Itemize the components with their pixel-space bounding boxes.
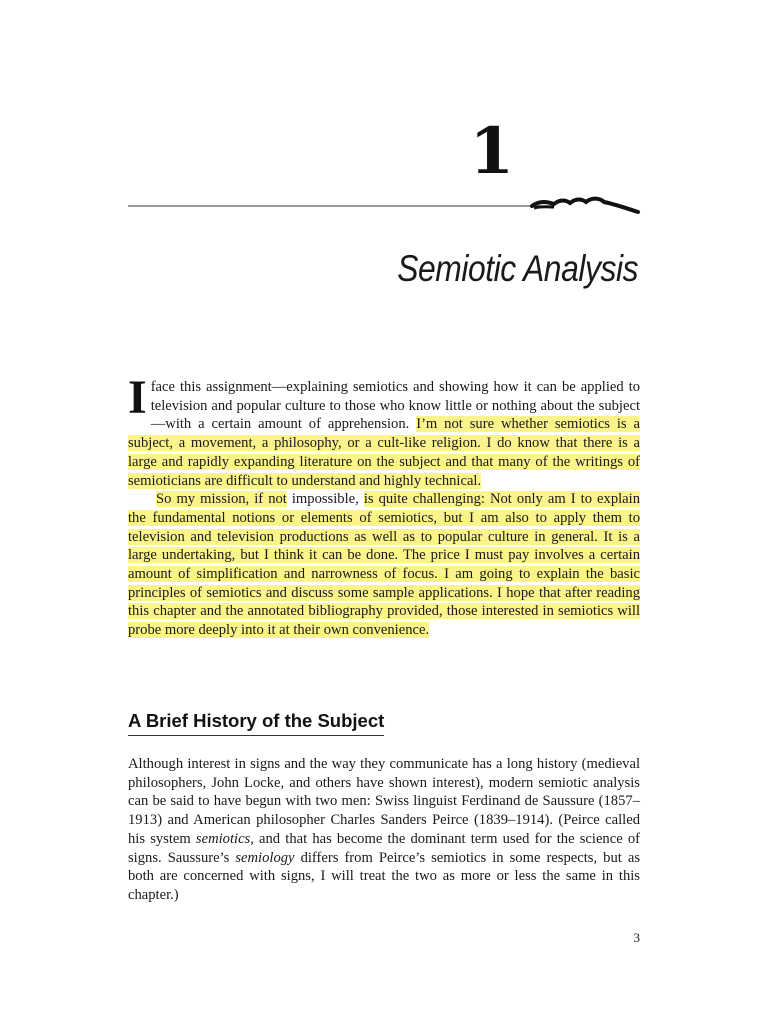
intro-text	[128, 371, 640, 640]
history-emphasis-2: semiology	[235, 849, 295, 866]
chapter-title: Semiotic Analysis	[397, 248, 638, 289]
intro-p2-highlight-a: So my mission, if not	[156, 491, 287, 508]
intro-p2-highlight-b: is quite challenging: Not only am I to explain the fundamental notions or elements of semiotics, but I am also to apply them to television and television productions as well as to popular culture in general. It is a large undertaking, but I think it can be done. The price I must pay involves a certain amount of simplification and narrowness of focus. I am going to explain the basic principles of semiotics and discuss some sample applications. I hope that after reading this chapter and the annotated bibliography provided, those interested in semiotics will probe more deeply into it at their own convenience.	[128, 491, 640, 639]
chapter-rule	[128, 205, 540, 207]
chapter-number: 1	[469, 114, 514, 189]
flourish-icon	[530, 190, 642, 220]
intro-paragraph-1	[128, 371, 640, 490]
history-text-3: differs from Peirce’s semiotics in some respects, but as both are concerned with signs, I will treat the two as more or less the same in this chapter.)	[128, 849, 640, 903]
history-emphasis-1: semiotics,	[195, 830, 254, 847]
intro-p2-text: impossible,	[286, 491, 364, 508]
section-heading: A Brief History of the Subject	[128, 710, 384, 736]
history-text-2: and that has become the dominant term used for the science of signs. Saussure’s	[128, 830, 640, 866]
history-paragraph	[128, 755, 640, 905]
intro-p1-highlight: I’m not sure whether semiotics is a subject, a movement, a philosophy, or a cult-like religion. I do know that there is a large and rapidly expanding literature on the subject and that many of the writings of semioticians are difficult to understand and highly technical.	[128, 416, 640, 489]
drop-cap: I	[128, 371, 147, 424]
intro-p1-text: face this assignment—explaining semiotics and showing how it can be applied to television and popular culture to those who know little or nothing about the subject—with a certain amount of apprehension.	[150, 379, 640, 433]
page-number: 3	[633, 930, 640, 945]
history-text-1: Although interest in signs and the way they communicate has a long history (medieval philosophers, John Locke, and others have shown interest), modern semiotic analysis can be said to have begun with two men: Swiss linguist Ferdinand de Saussure (1857–1913) and American philosopher Charles Sanders Peirce (1839–1914). (Peirce called his system	[128, 756, 640, 847]
intro-paragraph-2	[128, 490, 640, 640]
